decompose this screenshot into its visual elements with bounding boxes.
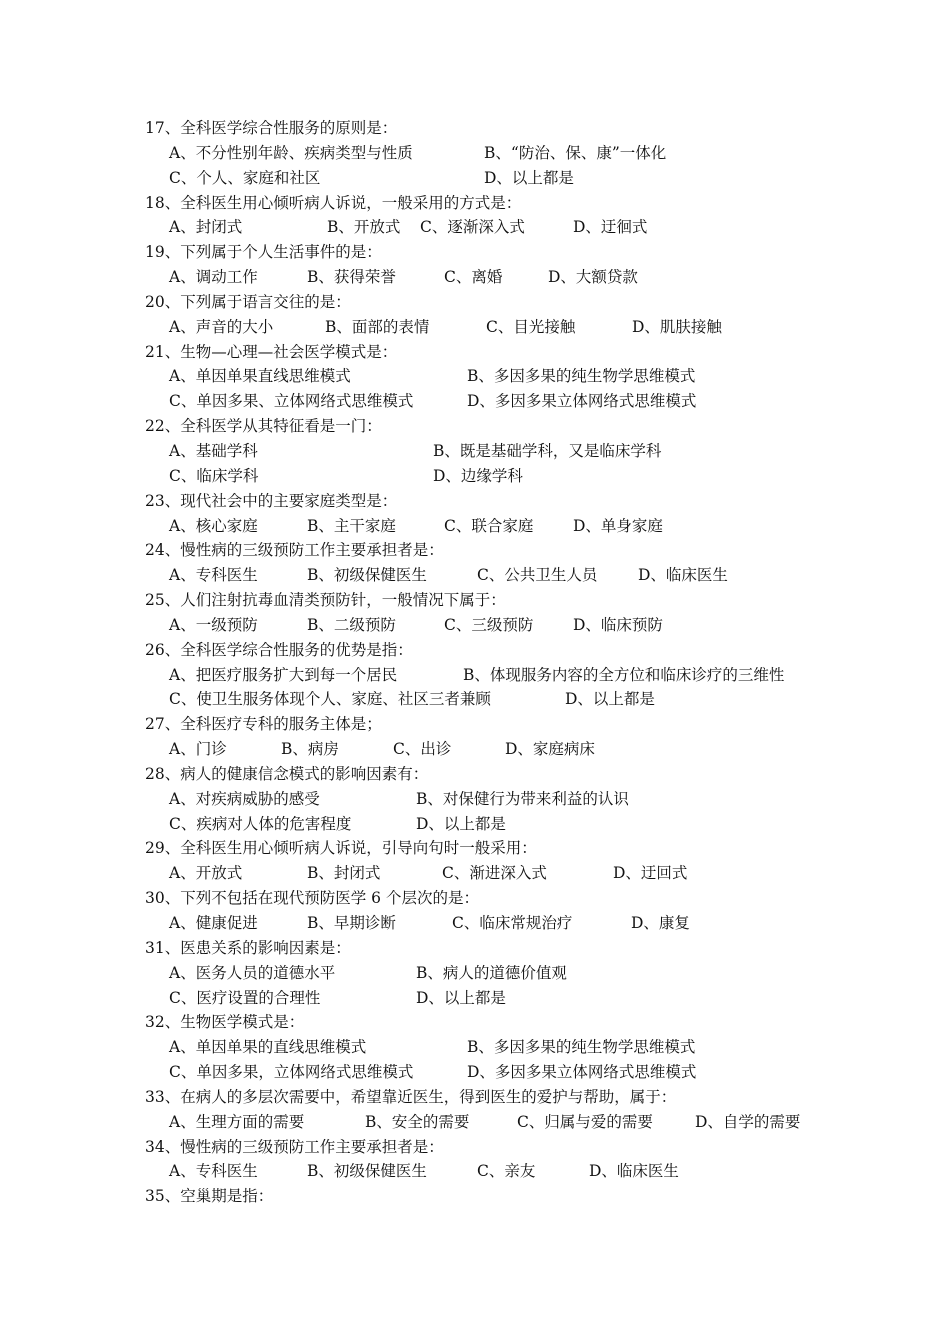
option-a: A、核心家庭	[169, 516, 258, 535]
question-text: 25、人们注射抗毒血清类预防针，一般情况下属于：	[145, 591, 506, 610]
option-a: A、医务人员的道德水平	[169, 963, 336, 982]
option-row	[145, 514, 825, 539]
option-b: D、以上都是	[416, 988, 506, 1007]
option-row	[145, 439, 825, 464]
option-a: A、专科医生	[169, 1162, 258, 1181]
option-row	[145, 613, 825, 638]
option-a: A、把医疗服务扩大到每一个居民	[169, 665, 398, 684]
option-c: C、公共卫生人员	[477, 566, 598, 585]
option-a: A、生理方面的需要	[169, 1112, 305, 1131]
option-row	[145, 986, 825, 1011]
option-row	[145, 563, 825, 588]
question-text: 23、现代社会中的主要家庭类型是：	[145, 491, 398, 510]
option-b: D、多因多果立体网络式思维模式	[467, 392, 697, 411]
option-d: D、家庭病床	[505, 740, 595, 759]
option-d: D、康复	[631, 914, 690, 932]
question-text: 32、生物医学模式是：	[145, 1013, 305, 1032]
option-a: A、门诊	[169, 740, 227, 759]
option-c: C、离婚	[444, 268, 503, 287]
question-text: 27、全科医疗专科的服务主体是；	[145, 715, 382, 734]
option-b: B、获得荣誉	[307, 268, 396, 287]
option-a: A、声音的大小	[169, 317, 274, 336]
option-b: D、以上都是	[416, 814, 506, 833]
option-row	[145, 737, 825, 762]
question-text: 19、下列属于个人生活事件的是：	[145, 243, 382, 262]
option-row	[145, 861, 825, 886]
option-b: B、既是基础学科，又是临床学科	[433, 441, 662, 460]
option-a: A、一级预防	[169, 615, 258, 634]
option-row	[145, 1035, 825, 1060]
option-c: C、目光接触	[486, 317, 576, 336]
option-row	[145, 911, 825, 936]
option-d: D、肌肤接触	[632, 317, 722, 336]
option-a: C、使卫生服务体现个人、家庭、社区三者兼顾	[169, 690, 491, 709]
option-d: D、迂徊式	[573, 218, 648, 237]
option-a: C、疾病对人体的危害程度	[169, 814, 352, 833]
question-list	[145, 116, 825, 1209]
option-d: D、临床预防	[573, 615, 663, 634]
option-b: D、多因多果立体网络式思维模式	[467, 1063, 697, 1082]
option-c: C、归属与爱的需要	[517, 1112, 653, 1131]
option-a: C、临床学科	[169, 466, 259, 485]
option-a: A、不分性别年龄、疾病类型与性质	[169, 143, 413, 162]
option-c: C、渐进深入式	[442, 864, 547, 883]
question-text: 35、空巢期是指：	[145, 1187, 274, 1206]
option-b: D、边缘学科	[433, 466, 523, 485]
question-text: 18、全科医生用心倾听病人诉说，一般采用的方式是：	[145, 193, 522, 212]
option-b: B、体现服务内容的全方位和临床诊疗的三维性	[463, 665, 785, 684]
option-d: D、临床医生	[638, 566, 728, 585]
option-a: A、对疾病威胁的感受	[169, 789, 320, 808]
option-row	[145, 265, 825, 290]
option-d: D、迂回式	[613, 864, 688, 883]
option-b: B、病人的道德价值观	[416, 963, 567, 982]
option-a: A、基础学科	[169, 441, 258, 460]
option-row	[145, 812, 825, 837]
question-text: 29、全科医生用心倾听病人诉说，引导向句时一般采用：	[145, 839, 537, 858]
option-a: C、医疗设置的合理性	[169, 988, 321, 1007]
option-row	[145, 464, 825, 489]
option-row	[145, 663, 825, 688]
option-b: B、病房	[281, 740, 339, 759]
option-b: B、“防治、保、康”一体化	[484, 143, 667, 162]
option-b: B、开放式	[327, 218, 401, 237]
option-a: C、个人、家庭和社区	[169, 168, 321, 187]
option-b: B、封闭式	[307, 864, 381, 883]
option-a: A、开放式	[169, 864, 243, 883]
option-a: A、专科医生	[169, 566, 258, 585]
question-text: 22、全科医学从其特征看是一门：	[145, 417, 382, 436]
option-row	[145, 315, 825, 340]
option-c: C、亲友	[477, 1162, 536, 1181]
option-row	[145, 215, 825, 240]
option-b: B、多因多果的纯生物学思维模式	[467, 1038, 696, 1057]
option-row	[145, 166, 825, 191]
option-b: B、对保健行为带来利益的认识	[416, 789, 629, 808]
option-d: D、临床医生	[589, 1162, 679, 1181]
option-b: B、初级保健医生	[307, 1162, 427, 1181]
option-a: A、调动工作	[169, 268, 258, 287]
option-a: A、单因单果直线思维模式	[169, 367, 351, 386]
option-row	[145, 141, 825, 166]
option-row	[145, 1159, 825, 1184]
option-row	[145, 687, 825, 712]
option-a: A、封闭式	[169, 218, 243, 237]
question-text: 28、病人的健康信念模式的影响因素有：	[145, 764, 429, 783]
option-b: D、以上都是	[565, 690, 655, 709]
option-b: D、以上都是	[484, 168, 574, 187]
question-text: 24、慢性病的三级预防工作主要承担者是：	[145, 541, 444, 560]
option-row	[145, 1110, 825, 1135]
option-b: B、初级保健医生	[307, 566, 427, 585]
question-text: 30、下列不包括在现代预防医学 6 个层次的是：	[145, 889, 479, 908]
option-c: C、出诊	[393, 740, 452, 759]
option-b: B、面部的表情	[325, 317, 430, 336]
question-text: 33、在病人的多层次需要中，希望靠近医生，得到医生的爱护与帮助，属于：	[145, 1087, 677, 1106]
option-c: C、联合家庭	[444, 516, 534, 535]
option-a: A、单因单果的直线思维模式	[169, 1038, 367, 1057]
question-text: 21、生物—心理—社会医学模式是：	[145, 342, 398, 361]
option-d: D、大额贷款	[548, 268, 638, 287]
option-c: C、临床常规治疗	[452, 914, 573, 932]
option-d: D、单身家庭	[573, 516, 663, 535]
option-b: B、主干家庭	[307, 516, 396, 535]
option-row	[145, 389, 825, 414]
option-row	[145, 787, 825, 812]
question-text: 20、下列属于语言交往的是：	[145, 292, 351, 311]
option-a: A、健康促进	[169, 914, 258, 932]
option-b: B、二级预防	[307, 615, 396, 634]
option-b: B、多因多果的纯生物学思维模式	[467, 367, 696, 386]
option-b: B、早期诊断	[307, 914, 396, 932]
option-row	[145, 1060, 825, 1085]
option-d: D、自学的需要	[695, 1112, 801, 1131]
option-row	[145, 364, 825, 389]
option-c: C、逐渐深入式	[420, 218, 525, 237]
question-text: 26、全科医学综合性服务的优势是指：	[145, 640, 413, 659]
option-row	[145, 961, 825, 986]
option-b: B、安全的需要	[365, 1112, 470, 1131]
question-text: 34、慢性病的三级预防工作主要承担者是：	[145, 1137, 444, 1156]
option-c: C、三级预防	[444, 615, 534, 634]
question-text: 17、全科医学综合性服务的原则是：	[145, 119, 398, 137]
question-text: 31、医患关系的影响因素是：	[145, 938, 351, 957]
option-a: C、单因多果，立体网络式思维模式	[169, 1063, 414, 1082]
option-a: C、单因多果、立体网络式思维模式	[169, 392, 414, 411]
